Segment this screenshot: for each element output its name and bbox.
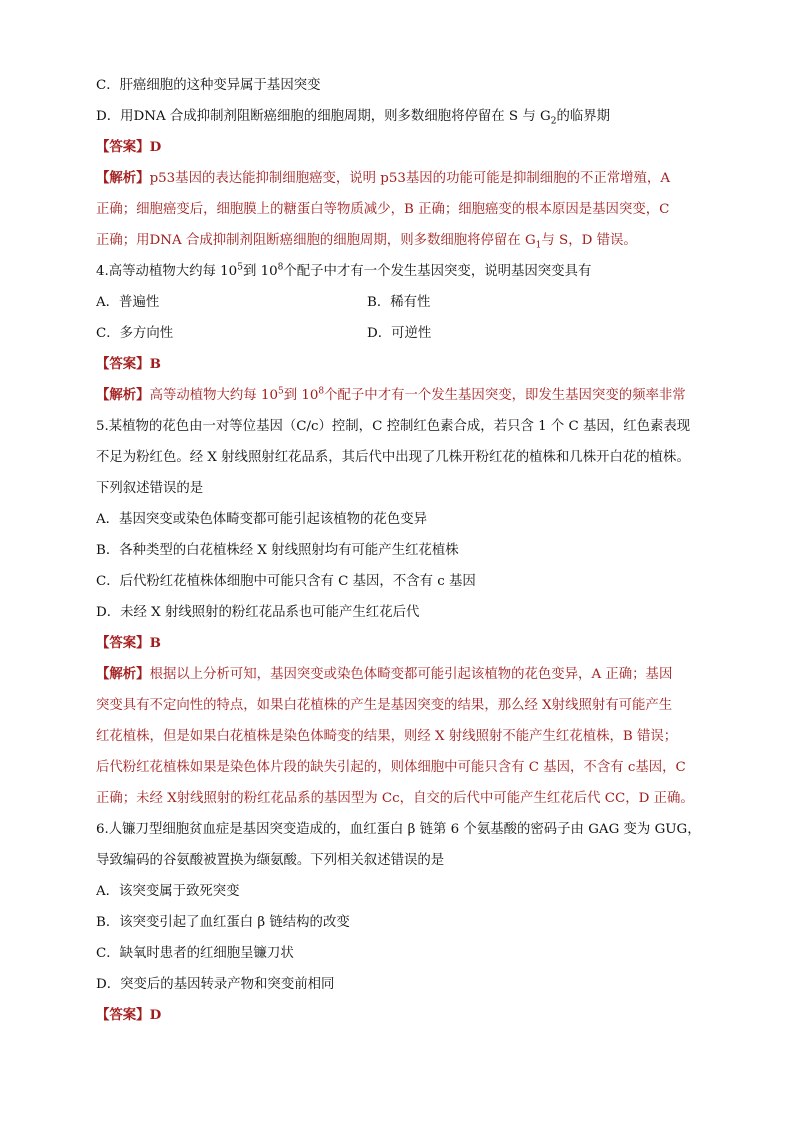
q3-option-d: D．用DNA 合成抑制剂阻断癌细胞的细胞周期，则多数细胞将停留在 S 与 $G_2$的临界期 (96, 109, 610, 127)
q6-option-c: C．缺氧时患者的红细胞呈镰刀状 (96, 946, 294, 961)
q4-stem: 4.高等动植物大约每 $10^5$到 $10^8$个配子中才有一个发生基因突变，说明基因突变具有 (96, 262, 592, 279)
document-page (96, 70, 706, 1031)
q5-analysis-line-2: 突变具有不定向性的特点，如果白花植株的产生是基因突变的结果，那么经 X射线照射有可能产生 (96, 698, 673, 713)
q4-analysis: 【解析】高等动植物大约每 $10^5$到 $10^8$个配子中才有一个发生基因突变，即发生基因突变的频率非常 (96, 386, 686, 403)
q4-option-b: B．稀有性 (367, 295, 431, 310)
q5-answer: 【答案】B (96, 635, 161, 651)
q5-stem-line-3: 下列叙述错误的是 (96, 481, 204, 496)
q4-answer: 【答案】B (96, 356, 161, 372)
q5-option-b: B．各种类型的白花植株经 X 射线照射均有可能产生红花植株 (96, 543, 459, 558)
q4-options-row-2 (96, 318, 706, 349)
q5-stem-line-2: 不足为粉红色。经 X 射线照射红花品系，其后代中出现了几株开粉红花的植株和几株开白花的植株。 (96, 450, 690, 465)
q6-option-a: A．该突变属于致死突变 (96, 884, 240, 899)
q5-stem-line-1: 5.某植物的花色由一对等位基因（C/c）控制，C 控制红色素合成，若只含 1 个 C 基因，红色素表现 (96, 419, 691, 434)
q3-analysis-line-3: 正确；用DNA 合成抑制剂阻断癌细胞的细胞周期，则多数细胞将停留在 $G_1$与 S，D 错误。 (96, 233, 637, 251)
q5-option-d: D．未经 X 射线照射的粉红花品系也可能产生红花后代 (96, 605, 420, 620)
q3-option-c: C．肝癌细胞的这种变异属于基因突变 (96, 78, 321, 93)
q6-stem-line-1: 6.人镰刀型细胞贫血症是基因突变造成的，血红蛋白 β 链第 6 个氨基酸的密码子由 GAG 变为 GUG， (96, 822, 701, 837)
q5-analysis-line-4: 后代粉红花植株如果是染色体片段的缺失引起的，则体细胞中可能只含有 C 基因，不含有 c基因，C (96, 760, 686, 775)
q4-option-c: C．多方向性 (96, 326, 174, 341)
q3-answer: 【答案】D (96, 139, 162, 155)
q6-stem-line-2: 导致编码的谷氨酸被置换为缬氨酸。下列相关叙述错误的是 (96, 853, 445, 868)
q4-option-a: A．普遍性 (96, 295, 160, 310)
q6-option-b: B．该突变引起了血红蛋白 β 链结构的改变 (96, 915, 350, 930)
q6-answer: 【答案】D (96, 1007, 162, 1023)
q5-analysis-line-5: 正确；未经 X射线照射的粉红花品系的基因型为 Cc，自交的后代中可能产生红花后代 CC，D 正确。 (96, 791, 694, 806)
q4-options-row-1 (96, 287, 706, 318)
q6-option-d: D．突变后的基因转录产物和突变前相同 (96, 977, 335, 992)
q3-analysis-line-1: 【解析】p53基因的表达能抑制细胞癌变，说明 p53基因的功能可能是抑制细胞的不正常增殖，A (96, 170, 670, 186)
q4-option-d: D．可逆性 (367, 326, 432, 341)
q5-analysis-line-3: 红花植株，但是如果白花植株是染色体畸变的结果，则经 X 射线照射不能产生红花植株，B 错误； (96, 729, 678, 744)
q5-analysis-line-1: 【解析】根据以上分析可知，基因突变或染色体畸变都可能引起该植物的花色变异，A 正确；基因 (96, 666, 673, 682)
q5-option-c: C．后代粉红花植株体细胞中可能只含有 C 基因，不含有 c 基因 (96, 574, 476, 589)
q5-option-a: A．基因突变或染色体畸变都可能引起该植物的花色变异 (96, 512, 428, 527)
q3-analysis-line-2: 正确；细胞癌变后，细胞膜上的糖蛋白等物质减少，B 正确；细胞癌变的根本原因是基因突变，C (96, 202, 670, 217)
